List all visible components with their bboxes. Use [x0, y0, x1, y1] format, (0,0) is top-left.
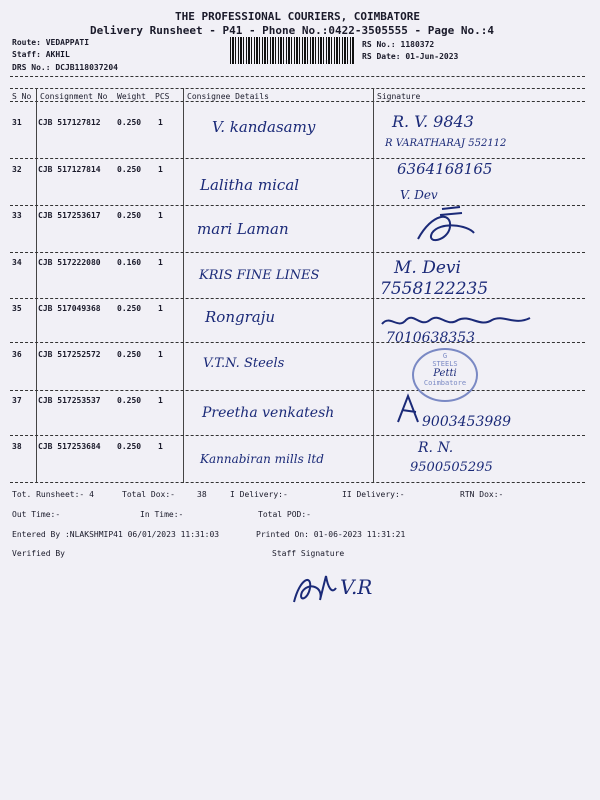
entered-by: Entered By :NLAKSHMIP41 06/01/2023 11:31:03 — [12, 530, 220, 539]
row-rule — [10, 158, 585, 159]
i-delivery: I Delivery:- — [230, 490, 288, 499]
row-signature-line: 9500505295 — [410, 460, 493, 475]
col-header-pcs: PCS — [155, 92, 170, 101]
stamp-text: G — [442, 352, 448, 360]
row-weight: 0.250 — [117, 118, 142, 127]
row-sno: 37 — [12, 396, 22, 405]
col-header-consignment: Consignment No — [40, 92, 108, 101]
staff-signature-text: V.R — [340, 575, 373, 599]
row-consignee: mari Laman — [197, 220, 289, 238]
row-weight: 0.250 — [117, 442, 142, 451]
row-consignment: CJB 517127814 — [38, 165, 101, 174]
col-header-signature: Signature — [377, 92, 421, 101]
col-divider — [373, 88, 374, 483]
row-rule — [10, 482, 585, 483]
printed-on: Printed On: 01-06-2023 11:31:21 — [256, 530, 406, 539]
row-signature-line: V. Dev — [400, 188, 438, 202]
row-consignee: Preetha venkatesh — [202, 405, 335, 421]
row-signature-line: 9003453989 — [422, 414, 512, 430]
row-consignee: Lalitha mical — [200, 176, 300, 194]
row-sno: 33 — [12, 211, 22, 220]
row-pcs: 1 — [158, 442, 163, 451]
header-top-rule — [10, 76, 585, 77]
total-dox-value: 38 — [197, 490, 207, 499]
row-signature-line: R VARATHARAJ 552112 — [385, 138, 507, 149]
company-title: THE PROFESSIONAL COURIERS, COIMBATORE — [175, 10, 421, 23]
row-rule — [10, 252, 585, 253]
verified-by: Verified By — [12, 549, 65, 558]
total-dox-label: Total Dox:- — [122, 490, 175, 499]
row-sno: 36 — [12, 350, 22, 359]
scribble-signature — [394, 392, 424, 426]
row-signature-line: M. Devi — [394, 258, 461, 278]
stamp-text: Coimbatore — [423, 379, 467, 387]
row-rule — [10, 390, 585, 391]
header-rule — [10, 88, 585, 89]
row-pcs: 1 — [158, 258, 163, 267]
row-rule — [10, 435, 585, 436]
row-consignee: Kannabiran mills ltd — [200, 452, 324, 466]
col-header-weight: Weight — [117, 92, 146, 101]
row-weight: 0.250 — [117, 304, 142, 313]
row-consignment: CJB 517222080 — [38, 258, 101, 267]
row-consignment: CJB 517253684 — [38, 442, 101, 451]
header-bottom-rule — [10, 101, 585, 102]
row-pcs: 1 — [158, 396, 163, 405]
row-sno: 38 — [12, 442, 22, 451]
rtn-dox: RTN Dox:- — [460, 490, 504, 499]
out-time: Out Time:- — [12, 510, 61, 519]
total-pod: Total POD:- — [258, 510, 311, 519]
row-consignee: Rongraju — [205, 308, 276, 326]
row-signature-line: R. N. — [418, 440, 454, 456]
rs-number: RS No.: 1180372 — [362, 40, 435, 49]
total-runsheet: Tot. Runsheet:- 4 — [12, 490, 94, 499]
in-time: In Time:- — [140, 510, 184, 519]
row-pcs: 1 — [158, 304, 163, 313]
row-pcs: 1 — [158, 211, 163, 220]
route-label: Route: VEDAPPATI — [12, 38, 90, 47]
row-signature-line: Petti — [433, 368, 457, 379]
row-consignment: CJB 517252572 — [38, 350, 101, 359]
row-consignee: KRIS FINE LINES — [199, 268, 320, 283]
barcode — [230, 37, 355, 64]
staff-signature-scribble — [290, 568, 340, 610]
col-divider — [36, 88, 37, 483]
col-divider — [183, 88, 184, 483]
row-rule — [10, 205, 585, 206]
row-pcs: 1 — [158, 118, 163, 127]
row-weight: 0.250 — [117, 350, 142, 359]
row-weight: 0.250 — [117, 396, 142, 405]
row-consignment: CJB 517253617 — [38, 211, 101, 220]
row-pcs: 1 — [158, 165, 163, 174]
row-rule — [10, 342, 585, 343]
row-sno: 34 — [12, 258, 22, 267]
row-pcs: 1 — [158, 350, 163, 359]
row-consignee: V. kandasamy — [212, 118, 316, 136]
row-signature-line: 6364168165 — [397, 160, 493, 178]
row-signature-line: 7010638353 — [386, 330, 476, 346]
rs-date: RS Date: 01-Jun-2023 — [362, 52, 459, 61]
row-sno: 32 — [12, 165, 22, 174]
drs-number: DRS No.: DCJB118037204 — [12, 63, 118, 72]
row-consignee: V.T.N. Steels — [203, 356, 285, 371]
row-rule — [10, 298, 585, 299]
staff-signature-label: Staff Signature — [272, 549, 345, 558]
stamp-text: STEELS — [432, 360, 458, 368]
row-consignment: CJB 517253537 — [38, 396, 101, 405]
ii-delivery: II Delivery:- — [342, 490, 405, 499]
row-consignment: CJB 517127812 — [38, 118, 101, 127]
row-sno: 31 — [12, 118, 22, 127]
row-weight: 0.250 — [117, 211, 142, 220]
row-signature-line: 7558122235 — [380, 279, 489, 299]
row-signature-line: R. V. 9843 — [392, 112, 474, 131]
row-consignment: CJB 517049368 — [38, 304, 101, 313]
scribble-signature — [412, 203, 482, 251]
row-weight: 0.250 — [117, 165, 142, 174]
col-header-consignee: Consignee Details — [187, 92, 269, 101]
row-weight: 0.160 — [117, 258, 142, 267]
row-sno: 35 — [12, 304, 22, 313]
runsheet-subtitle: Delivery Runsheet - P41 - Phone No.:0422-3505555 - Page No.:4 — [90, 24, 494, 37]
staff-label: Staff: AKHIL — [12, 50, 70, 59]
scribble-signature — [380, 312, 540, 332]
col-header-sno: S No — [12, 92, 32, 101]
